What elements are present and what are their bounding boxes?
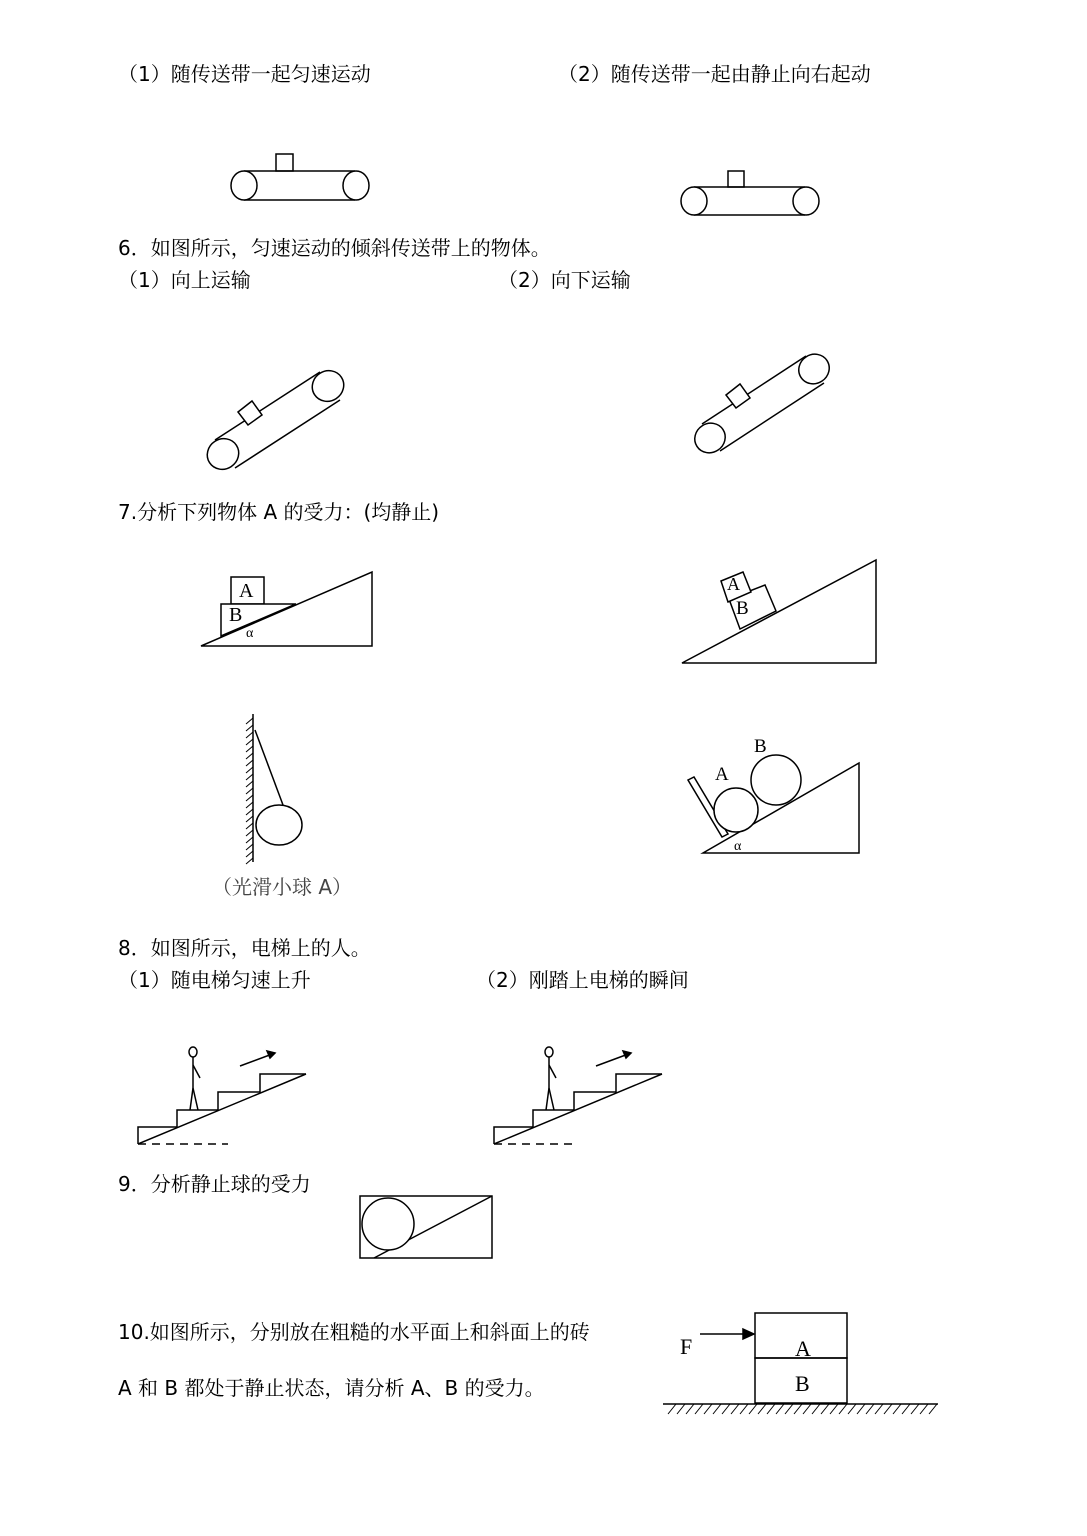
ball-a — [256, 805, 302, 845]
q6-title: 6．如图所示，匀速运动的倾斜传送带上的物体。 — [118, 236, 551, 260]
q7-fig1-label-b: B — [229, 604, 243, 626]
string — [255, 730, 283, 805]
q5-sub2-label: （2）随传送带一起由静止向右起动 — [558, 62, 871, 86]
q10-label-f: F — [680, 1334, 693, 1359]
q10-text-line1: 10.如图所示，分别放在粗糙的水平面上和斜面上的砖 — [118, 1320, 590, 1344]
q8-escalator-figure-2 — [494, 1047, 662, 1144]
q7-fig2-label-a: A — [727, 574, 740, 594]
q7-fig1-stacked-blocks-incline — [201, 572, 372, 646]
q9-title: 9．分析静止球的受力 — [118, 1172, 311, 1196]
q7-title: 7.分析下列物体 A 的受力：(均静止) — [118, 500, 440, 524]
q7-fig2-tilted-blocks-incline — [682, 560, 876, 663]
q6-sub1-label: （1）向上运输 — [118, 268, 251, 292]
q7-fig4-label-b: B — [754, 736, 767, 757]
q8-escalator-figure-1 — [138, 1047, 306, 1144]
q7-fig1-label-a: A — [239, 580, 254, 602]
q7-fig1-angle: α — [246, 626, 254, 641]
ball-b — [751, 755, 801, 805]
q10-label-b: B — [795, 1371, 810, 1396]
q7-fig2-label-b: B — [736, 598, 749, 619]
q10-text-line2: A 和 B 都处于静止状态，请分析 A、B 的受力。 — [118, 1376, 545, 1400]
q8-sub1-label: （1）随电梯匀速上升 — [118, 968, 311, 992]
q6-inclined-conveyor-2 — [689, 348, 835, 458]
wall-hatching — [246, 718, 253, 864]
q7-fig3-caption: （光滑小球 A） — [212, 875, 353, 899]
ground-hatching — [668, 1404, 937, 1414]
ball — [362, 1198, 414, 1250]
q10-label-a: A — [795, 1336, 811, 1361]
q5-sub1-label: （1）随传送带一起匀速运动 — [118, 62, 371, 86]
q8-sub2-label: （2）刚踏上电梯的瞬间 — [476, 968, 689, 992]
q7-fig4-angle: α — [734, 839, 742, 854]
q8-title: 8．如图所示，电梯上的人。 — [118, 936, 371, 960]
q9-ball-in-box-figure — [360, 1196, 492, 1258]
q7-fig4-label-a: A — [715, 764, 729, 785]
q6-inclined-conveyor-1 — [201, 365, 349, 476]
q7-fig3-hanging-ball-wall — [253, 714, 302, 862]
q7-fig4-balls-incline — [688, 755, 859, 853]
ball-a — [714, 788, 758, 832]
q6-sub2-label: （2）向下运输 — [498, 268, 631, 292]
